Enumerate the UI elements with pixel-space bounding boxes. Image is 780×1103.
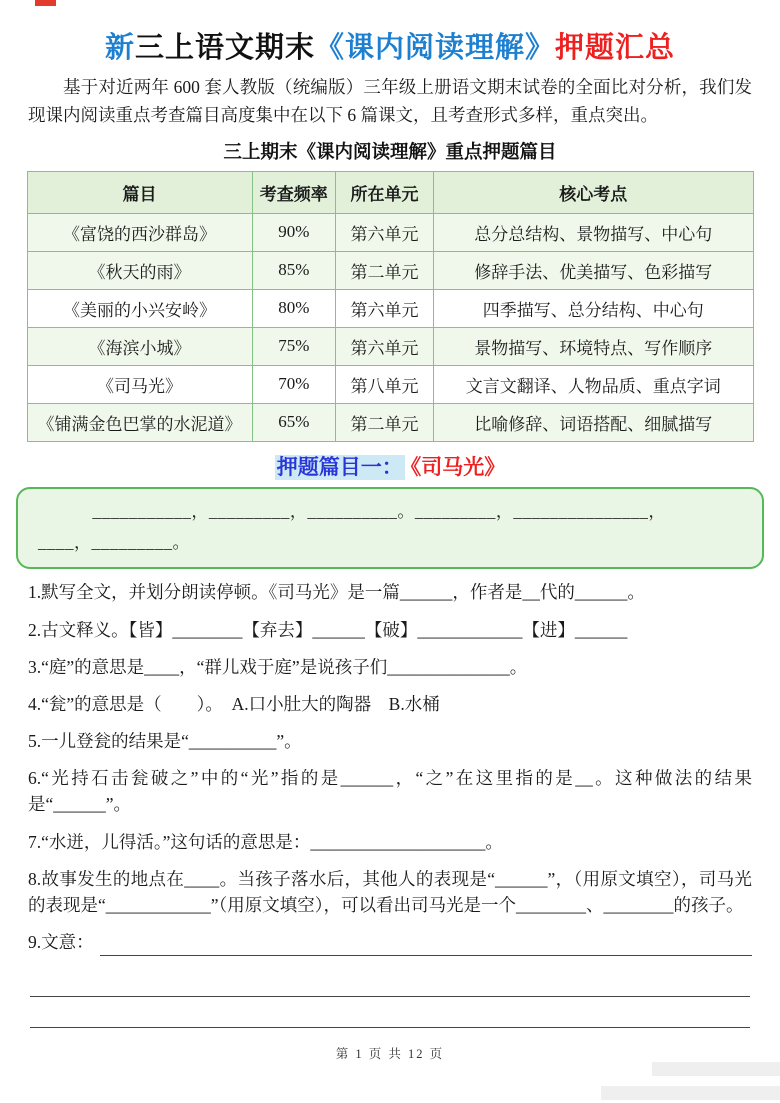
cell-points: 文言文翻译、人物品质、重点字词 bbox=[434, 365, 753, 403]
cell-frequency: 80% bbox=[252, 289, 335, 327]
table-row bbox=[27, 213, 753, 251]
cell-topic: 《司马光》 bbox=[27, 365, 252, 403]
cell-topic: 《秋天的雨》 bbox=[27, 251, 252, 289]
section-heading bbox=[0, 451, 780, 481]
recitation-line-1: ___________，_________，__________。_________，_______________， bbox=[92, 501, 666, 521]
question-9 bbox=[28, 929, 752, 956]
cell-points: 总分总结构、景物描写、中心句 bbox=[434, 213, 753, 251]
cell-topic: 《铺满金色巴掌的水泥道》 bbox=[27, 403, 252, 441]
cell-topic: 《海滨小城》 bbox=[27, 327, 252, 365]
table-title: 三上期末《课内阅读理解》重点押题篇目 bbox=[223, 140, 557, 162]
question-9-label: 9.文意： bbox=[28, 932, 94, 953]
cell-frequency: 90% bbox=[252, 213, 335, 251]
cell-unit: 第六单元 bbox=[336, 213, 434, 251]
page-number-footer: 第 1 页 共 12 页 bbox=[335, 1047, 445, 1062]
cell-frequency: 70% bbox=[252, 365, 335, 403]
question-7: 7.“水迸，儿得活。”这句话的意思是：____________________。 bbox=[28, 831, 503, 852]
section-heading-book: 《司马光》 bbox=[410, 455, 506, 479]
question-2: 2.古文释义。【皆】________【弃去】______【破】____________【进】______ bbox=[28, 619, 628, 640]
cell-frequency: 85% bbox=[252, 251, 335, 289]
cell-unit: 第六单元 bbox=[336, 327, 434, 365]
question-4: 4.“瓮”的意思是（ ）。 A.口小肚大的陶器 B.水桶 bbox=[28, 693, 440, 714]
col-header-points: 核心考点 bbox=[434, 171, 753, 213]
cell-topic: 《富饶的西沙群岛》 bbox=[27, 213, 252, 251]
table-row bbox=[27, 327, 753, 365]
cell-unit: 第二单元 bbox=[336, 403, 434, 441]
table-header-row bbox=[27, 171, 753, 213]
title-segment-book: 《课内阅读理解》 bbox=[315, 32, 556, 64]
question-5: 5.一儿登瓮的结果是“__________”。 bbox=[28, 730, 302, 751]
cell-frequency: 75% bbox=[252, 327, 335, 365]
red-edge-artifact bbox=[35, 0, 56, 6]
col-header-unit: 所在单元 bbox=[336, 171, 434, 213]
question-1: 1.默写全文，并划分朗读停顿。《司马光》是一篇______，作者是__代的______。 bbox=[28, 582, 645, 603]
intro-paragraph: 基于对近两年 600 套人教版（统编版）三年级上册语文期末试卷的全面比对分析，我们发现课内阅读重点考查篇目高度集中在以下 6 篇课文，且考查形式多样，重点突出。 bbox=[28, 77, 752, 125]
cell-topic: 《美丽的小兴安岭》 bbox=[27, 289, 252, 327]
section-heading-label: 押题篇目一： bbox=[276, 455, 403, 479]
recitation-blank-box bbox=[16, 487, 764, 570]
cell-points: 修辞手法、优美描写、色彩描写 bbox=[434, 251, 753, 289]
title-segment-new: 新 bbox=[104, 32, 135, 64]
gray-bar-artifact bbox=[652, 1062, 780, 1076]
page-title bbox=[10, 30, 770, 66]
question-6: 6.“光持石击瓮破之”中的“光”指的是______，“之”在这里指的是__。这种做法的结果是“______”。 bbox=[28, 767, 752, 815]
table-row bbox=[27, 251, 753, 289]
question-list bbox=[28, 579, 752, 1028]
col-header-frequency: 考查频率 bbox=[252, 171, 335, 213]
cell-points: 景物描写、环境特点、写作顺序 bbox=[434, 327, 753, 365]
question-8: 8.故事发生的地点在____。当孩子落水后，其他人的表现是“______”，（用原文填空），司马光的表现是“____________”（用原文填空），可以看出司马光是一个________、________的孩子。 bbox=[28, 868, 752, 916]
table-row bbox=[27, 365, 753, 403]
table-row bbox=[27, 403, 753, 441]
title-segment-topic: 押题汇总 bbox=[555, 32, 676, 64]
answer-blank-line bbox=[100, 934, 752, 956]
answer-rule-line bbox=[30, 997, 750, 1028]
cell-frequency: 65% bbox=[252, 403, 335, 441]
cell-unit: 第六单元 bbox=[336, 289, 434, 327]
title-segment-term: 三上语文期末 bbox=[134, 32, 315, 64]
gray-bar-artifact bbox=[601, 1086, 780, 1100]
answer-rule-line bbox=[30, 966, 750, 997]
question-3: 3.“庭”的意思是____，“群儿戏于庭”是说孩子们______________。 bbox=[28, 656, 528, 677]
cell-points: 比喻修辞、词语搭配、细腻描写 bbox=[434, 403, 753, 441]
table-row bbox=[27, 289, 753, 327]
col-header-topic: 篇目 bbox=[27, 171, 252, 213]
cell-unit: 第八单元 bbox=[336, 365, 434, 403]
recitation-line-2: ____，_________。 bbox=[38, 532, 190, 552]
cell-points: 四季描写、总分结构、中心句 bbox=[434, 289, 753, 327]
cell-unit: 第二单元 bbox=[336, 251, 434, 289]
exam-focus-table bbox=[27, 171, 754, 442]
